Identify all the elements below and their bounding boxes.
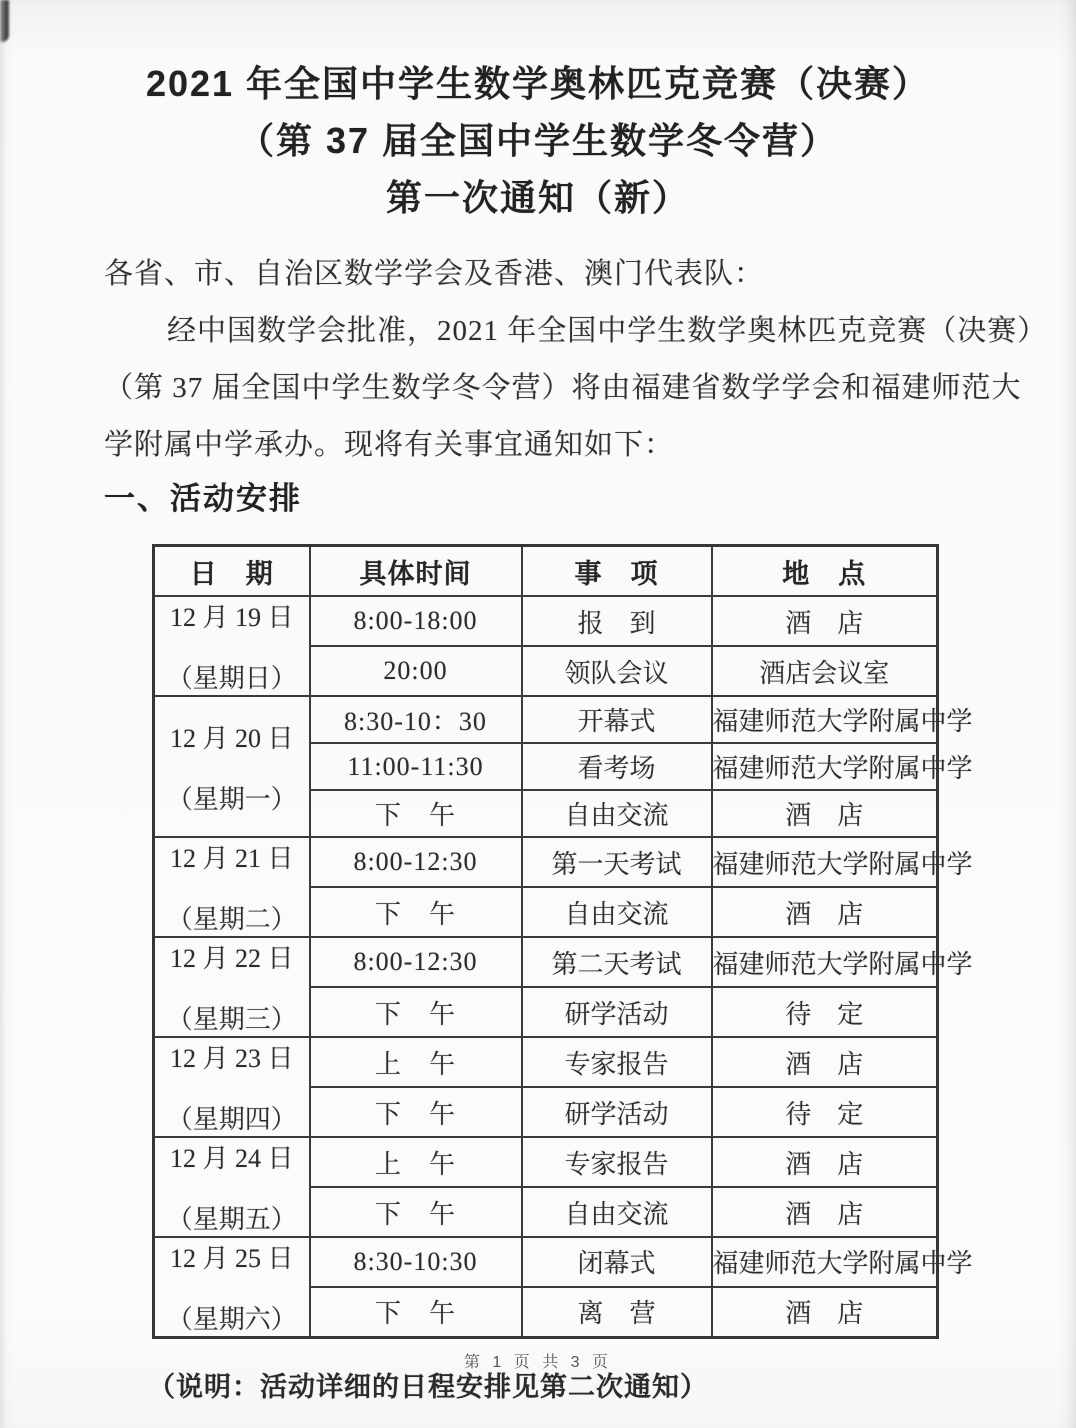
date-cell: [154, 596, 310, 696]
venue-cell: 酒 店: [712, 596, 938, 646]
date-text: 12 月 21 日: [169, 844, 294, 873]
title-line-3: 第一次通知（新）: [385, 177, 690, 218]
date-text: 12 月 23 日: [169, 1044, 294, 1073]
event-cell: 报 到: [522, 596, 712, 646]
time-cell: 11:00-11:30: [310, 743, 522, 790]
body-line-3: 学附属中学承办。现将有关事宜通知如下：: [104, 429, 675, 461]
header-event: 事 项: [522, 546, 712, 597]
body-text: [104, 246, 1048, 474]
date-cell: [154, 1037, 310, 1137]
event-cell: 专家报告: [522, 1037, 712, 1087]
date-cell: [154, 1237, 310, 1338]
venue-cell: 酒 店: [712, 790, 938, 837]
event-cell: 研学活动: [522, 1087, 712, 1137]
event-cell: 闭幕式: [522, 1237, 712, 1287]
time-cell: 8:30-10：30: [310, 696, 522, 743]
time-cell: 下 午: [310, 887, 522, 937]
event-cell: 第二天考试: [522, 937, 712, 987]
venue-cell: 福建师范大学附属中学: [712, 1237, 938, 1287]
table-row: [154, 696, 938, 743]
time-cell: 8:00-12:30: [310, 937, 522, 987]
date-text: 12 月 24 日: [169, 1144, 294, 1173]
time-cell: 上 午: [310, 1037, 522, 1087]
venue-cell: 酒 店: [712, 1037, 938, 1087]
event-cell: 第一天考试: [522, 837, 712, 887]
date-text: 12 月 20 日: [169, 723, 294, 753]
date-text: 12 月 22 日: [169, 944, 294, 973]
time-cell: 下 午: [310, 1287, 522, 1338]
greeting-line: 各省、市、自治区数学学会及香港、澳门代表队：: [104, 258, 765, 290]
weekday-text: （星期三）: [166, 1005, 297, 1034]
time-cell: 8:00-12:30: [310, 837, 522, 887]
venue-cell: 福建师范大学附属中学: [712, 837, 938, 887]
date-text: 12 月 25 日: [169, 1244, 294, 1273]
document-title: [0, 0, 1076, 226]
note-line: （说明：活动详细的日程安排见第二次通知）: [148, 1372, 708, 1402]
time-cell: 8:00-18:00: [310, 596, 522, 646]
weekday-text: （星期日）: [166, 664, 297, 693]
event-cell: 自由交流: [522, 790, 712, 837]
table-header-row: [154, 546, 938, 597]
event-cell: 领队会议: [522, 646, 712, 696]
venue-cell: 福建师范大学附属中学: [712, 937, 938, 987]
event-cell: 专家报告: [522, 1137, 712, 1187]
table-row: [154, 837, 938, 887]
venue-cell: 酒 店: [712, 1287, 938, 1338]
table-row: [154, 1237, 938, 1287]
event-cell: 开幕式: [522, 696, 712, 743]
header-time: 具体时间: [310, 546, 522, 597]
venue-cell: 酒 店: [712, 1187, 938, 1237]
venue-cell: 待 定: [712, 1087, 938, 1137]
event-cell: 自由交流: [522, 887, 712, 937]
date-cell: [154, 696, 310, 837]
time-cell: 8:30-10:30: [310, 1237, 522, 1287]
table-row: [154, 1037, 938, 1087]
header-date: 日 期: [154, 546, 310, 597]
table-row: [154, 596, 938, 646]
weekday-text: （星期二）: [166, 905, 297, 934]
time-cell: 下 午: [310, 1087, 522, 1137]
time-cell: 下 午: [310, 987, 522, 1037]
time-cell: 20:00: [310, 646, 522, 696]
table-row: [154, 1137, 938, 1187]
time-cell: 上 午: [310, 1137, 522, 1187]
weekday-text: （星期五）: [166, 1205, 297, 1234]
venue-cell: 酒店会议室: [712, 646, 938, 696]
body-line-1: 经中国数学会批准，2021 年全国中学生数学奥林匹克竞赛（决赛）: [167, 315, 1048, 347]
date-cell: [154, 937, 310, 1037]
venue-cell: 酒 店: [712, 1137, 938, 1187]
time-cell: 下 午: [310, 790, 522, 837]
schedule-table: [152, 544, 973, 1339]
section-heading-activities: 一、活动安排: [104, 481, 302, 516]
event-cell: 离 营: [522, 1287, 712, 1338]
event-cell: 看考场: [522, 743, 712, 790]
date-cell: [154, 837, 310, 937]
date-cell: [154, 1137, 310, 1237]
weekday-text: （星期六）: [166, 1305, 297, 1334]
venue-cell: 待 定: [712, 987, 938, 1037]
date-text: 12 月 19 日: [169, 603, 294, 632]
time-cell: 下 午: [310, 1187, 522, 1237]
weekday-text: （星期一）: [166, 784, 297, 814]
weekday-text: （星期四）: [166, 1105, 297, 1134]
title-line-1: 2021 年全国中学生数学奥林匹克竞赛（决赛）: [145, 63, 931, 104]
venue-cell: 酒 店: [712, 887, 938, 937]
scan-edge-artifact: [0, 0, 6, 1428]
body-line-2: （第 37 届全国中学生数学冬令营）将由福建省数学学会和福建师范大: [104, 372, 1022, 404]
event-cell: 研学活动: [522, 987, 712, 1037]
page-number: 第 1 页 共 3 页: [463, 1354, 613, 1371]
venue-cell: 福建师范大学附属中学: [712, 696, 938, 743]
event-cell: 自由交流: [522, 1187, 712, 1237]
venue-cell: 福建师范大学附属中学: [712, 743, 938, 790]
table-row: [154, 937, 938, 987]
header-venue: 地 点: [712, 546, 938, 597]
title-line-2: （第 37 届全国中学生数学冬令营）: [237, 120, 839, 161]
